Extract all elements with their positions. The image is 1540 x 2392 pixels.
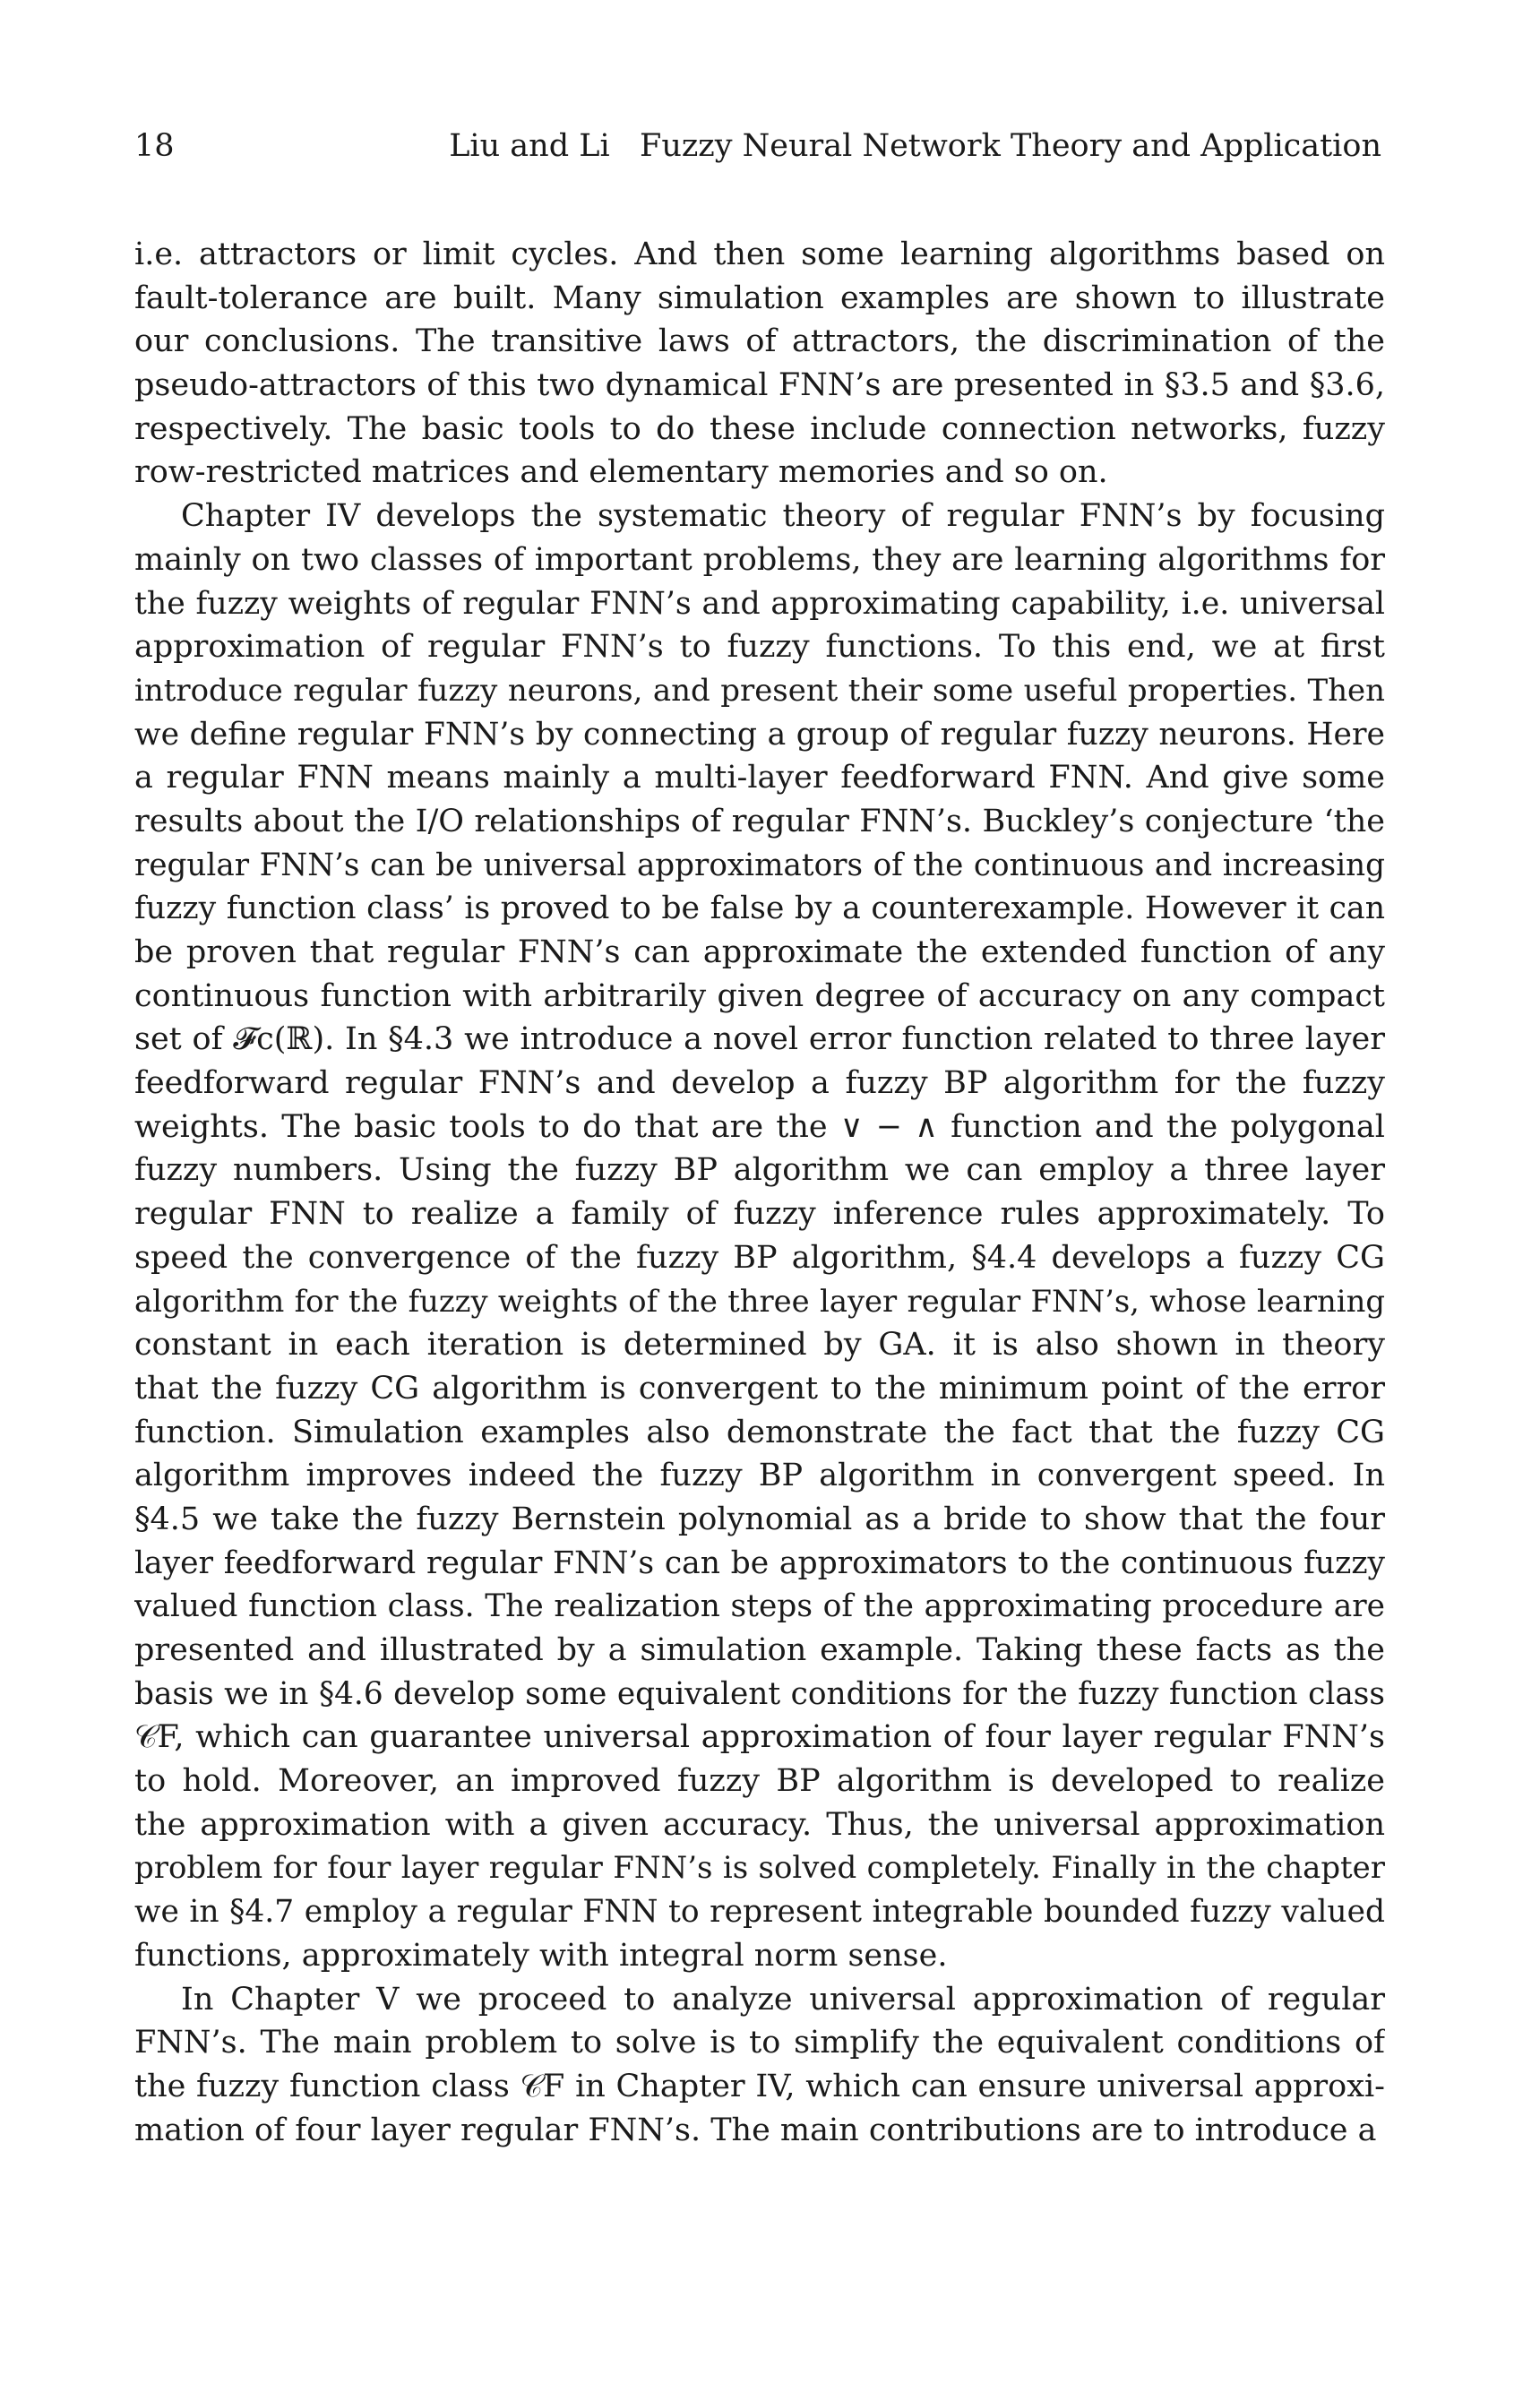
text-line: a regular FNN means mainly a multi-layer feedforward FNN. And give some <box>134 760 1385 796</box>
text-line: In Chapter V we proceed to analyze universal approximation of regular <box>181 1981 1385 2018</box>
text-line: weights. The basic tools to do that are the ∨ − ∧ function and the polygonal <box>134 1108 1385 1145</box>
text-line: approximation of regular FNN’s to fuzzy functions. To this end, we at first <box>134 629 1385 666</box>
text-line: fuzzy numbers. Using the fuzzy BP algorithm we can employ a three layer <box>134 1152 1385 1189</box>
page-number: 18 <box>134 128 175 164</box>
text-line: i.e. attractors or limit cycles. And then some learning algorithms based on <box>134 237 1385 272</box>
text-line: introduce regular fuzzy neurons, and present their some useful properties. Then <box>134 672 1385 709</box>
paragraph <box>134 1978 1385 2153</box>
running-title: Liu and Li Fuzzy Neural Network Theory and Application <box>449 128 1381 164</box>
text-line: that the fuzzy CG algorithm is convergent to the minimum point of the error <box>134 1370 1385 1407</box>
paragraph <box>134 233 1385 495</box>
text-line: fuzzy function class’ is proved to be false by a counterexample. However it can <box>134 891 1385 927</box>
text-line: our conclusions. The transitive laws of attractors, the discrimination of the <box>134 323 1385 360</box>
text-line: §4.5 we take the fuzzy Bernstein polynomial as a bride to show that the four <box>134 1501 1385 1537</box>
text-line: mation of four layer regular FNN’s. The main contributions are to introduce a <box>134 2112 1377 2148</box>
text-line: functions, approximately with integral norm sense. <box>134 1937 948 1974</box>
text-line: fault-tolerance are built. Many simulation examples are shown to illustrate <box>134 280 1385 316</box>
text-line: feedforward regular FNN’s and develop a fuzzy BP algorithm for the fuzzy <box>134 1065 1385 1102</box>
text-line: the fuzzy weights of regular FNN’s and approximating capability, i.e. universal <box>134 585 1385 622</box>
text-line: regular FNN to realize a family of fuzzy inference rules approximately. To <box>134 1196 1385 1233</box>
text-line: regular FNN’s can be universal approximators of the continuous and increasing <box>134 847 1385 883</box>
text-line: pseudo-attractors of this two dynamical FNN’s are presented in §3.5 and §3.6, <box>134 367 1385 404</box>
text-line: algorithm improves indeed the fuzzy BP algorithm in convergent speed. In <box>134 1458 1385 1494</box>
text-line: valued function class. The realization steps of the approximating procedure are <box>134 1588 1385 1625</box>
text-line: be proven that regular FNN’s can approximate the extended function of any <box>134 934 1385 970</box>
text-line: continuous function with arbitrarily given degree of accuracy on any compact <box>134 977 1385 1014</box>
body-text <box>134 233 1385 2152</box>
text-line: to hold. Moreover, an improved fuzzy BP algorithm is developed to realize <box>134 1763 1385 1800</box>
text-line: we in §4.7 employ a regular FNN to represent integrable bounded fuzzy valued <box>134 1894 1385 1931</box>
text-line: set of 𝓕c(ℝ). In §4.3 we introduce a novel error function related to three layer <box>134 1021 1385 1058</box>
paragraph <box>134 495 1385 1977</box>
text-line: the approximation with a given accuracy. Thus, the universal approximation <box>134 1806 1385 1843</box>
text-line: algorithm for the fuzzy weights of the three layer regular FNN’s, whose learning <box>134 1283 1385 1319</box>
text-line: Chapter IV develops the systematic theory of regular FNN’s by focusing <box>181 498 1385 535</box>
text-line: 𝒞F, which can guarantee universal approximation of four layer regular FNN’s <box>134 1719 1385 1756</box>
text-line: FNN’s. The main problem to solve is to simplify the equivalent conditions of <box>134 2025 1385 2061</box>
text-line: results about the I/O relationships of regular FNN’s. Buckley’s conjecture ‘the <box>134 803 1385 839</box>
text-line: respectively. The basic tools to do these include connection networks, fuzzy <box>134 410 1385 447</box>
running-header <box>134 124 1381 168</box>
text-line: function. Simulation examples also demonstrate the fact that the fuzzy CG <box>134 1414 1385 1450</box>
text-line: we define regular FNN’s by connecting a group of regular fuzzy neurons. Here <box>134 716 1385 753</box>
text-line: constant in each iteration is determined by GA. it is also shown in theory <box>134 1327 1385 1364</box>
text-line: the fuzzy function class 𝒞F in Chapter IV, which can ensure universal approxi- <box>134 2068 1385 2104</box>
text-line: problem for four layer regular FNN’s is solved completely. Finally in the chapter <box>134 1850 1385 1887</box>
text-line: row-restricted matrices and elementary memories and so on. <box>134 454 1108 491</box>
text-line: presented and illustrated by a simulation example. Taking these facts as the <box>134 1632 1385 1668</box>
text-line: layer feedforward regular FNN’s can be approximators to the continuous fuzzy <box>134 1544 1385 1581</box>
text-line: basis we in §4.6 develop some equivalent conditions for the fuzzy function class <box>134 1675 1385 1712</box>
text-line: mainly on two classes of important problems, they are learning algorithms for <box>134 541 1385 578</box>
text-line: speed the convergence of the fuzzy BP algorithm, §4.4 develops a fuzzy CG <box>134 1239 1385 1276</box>
